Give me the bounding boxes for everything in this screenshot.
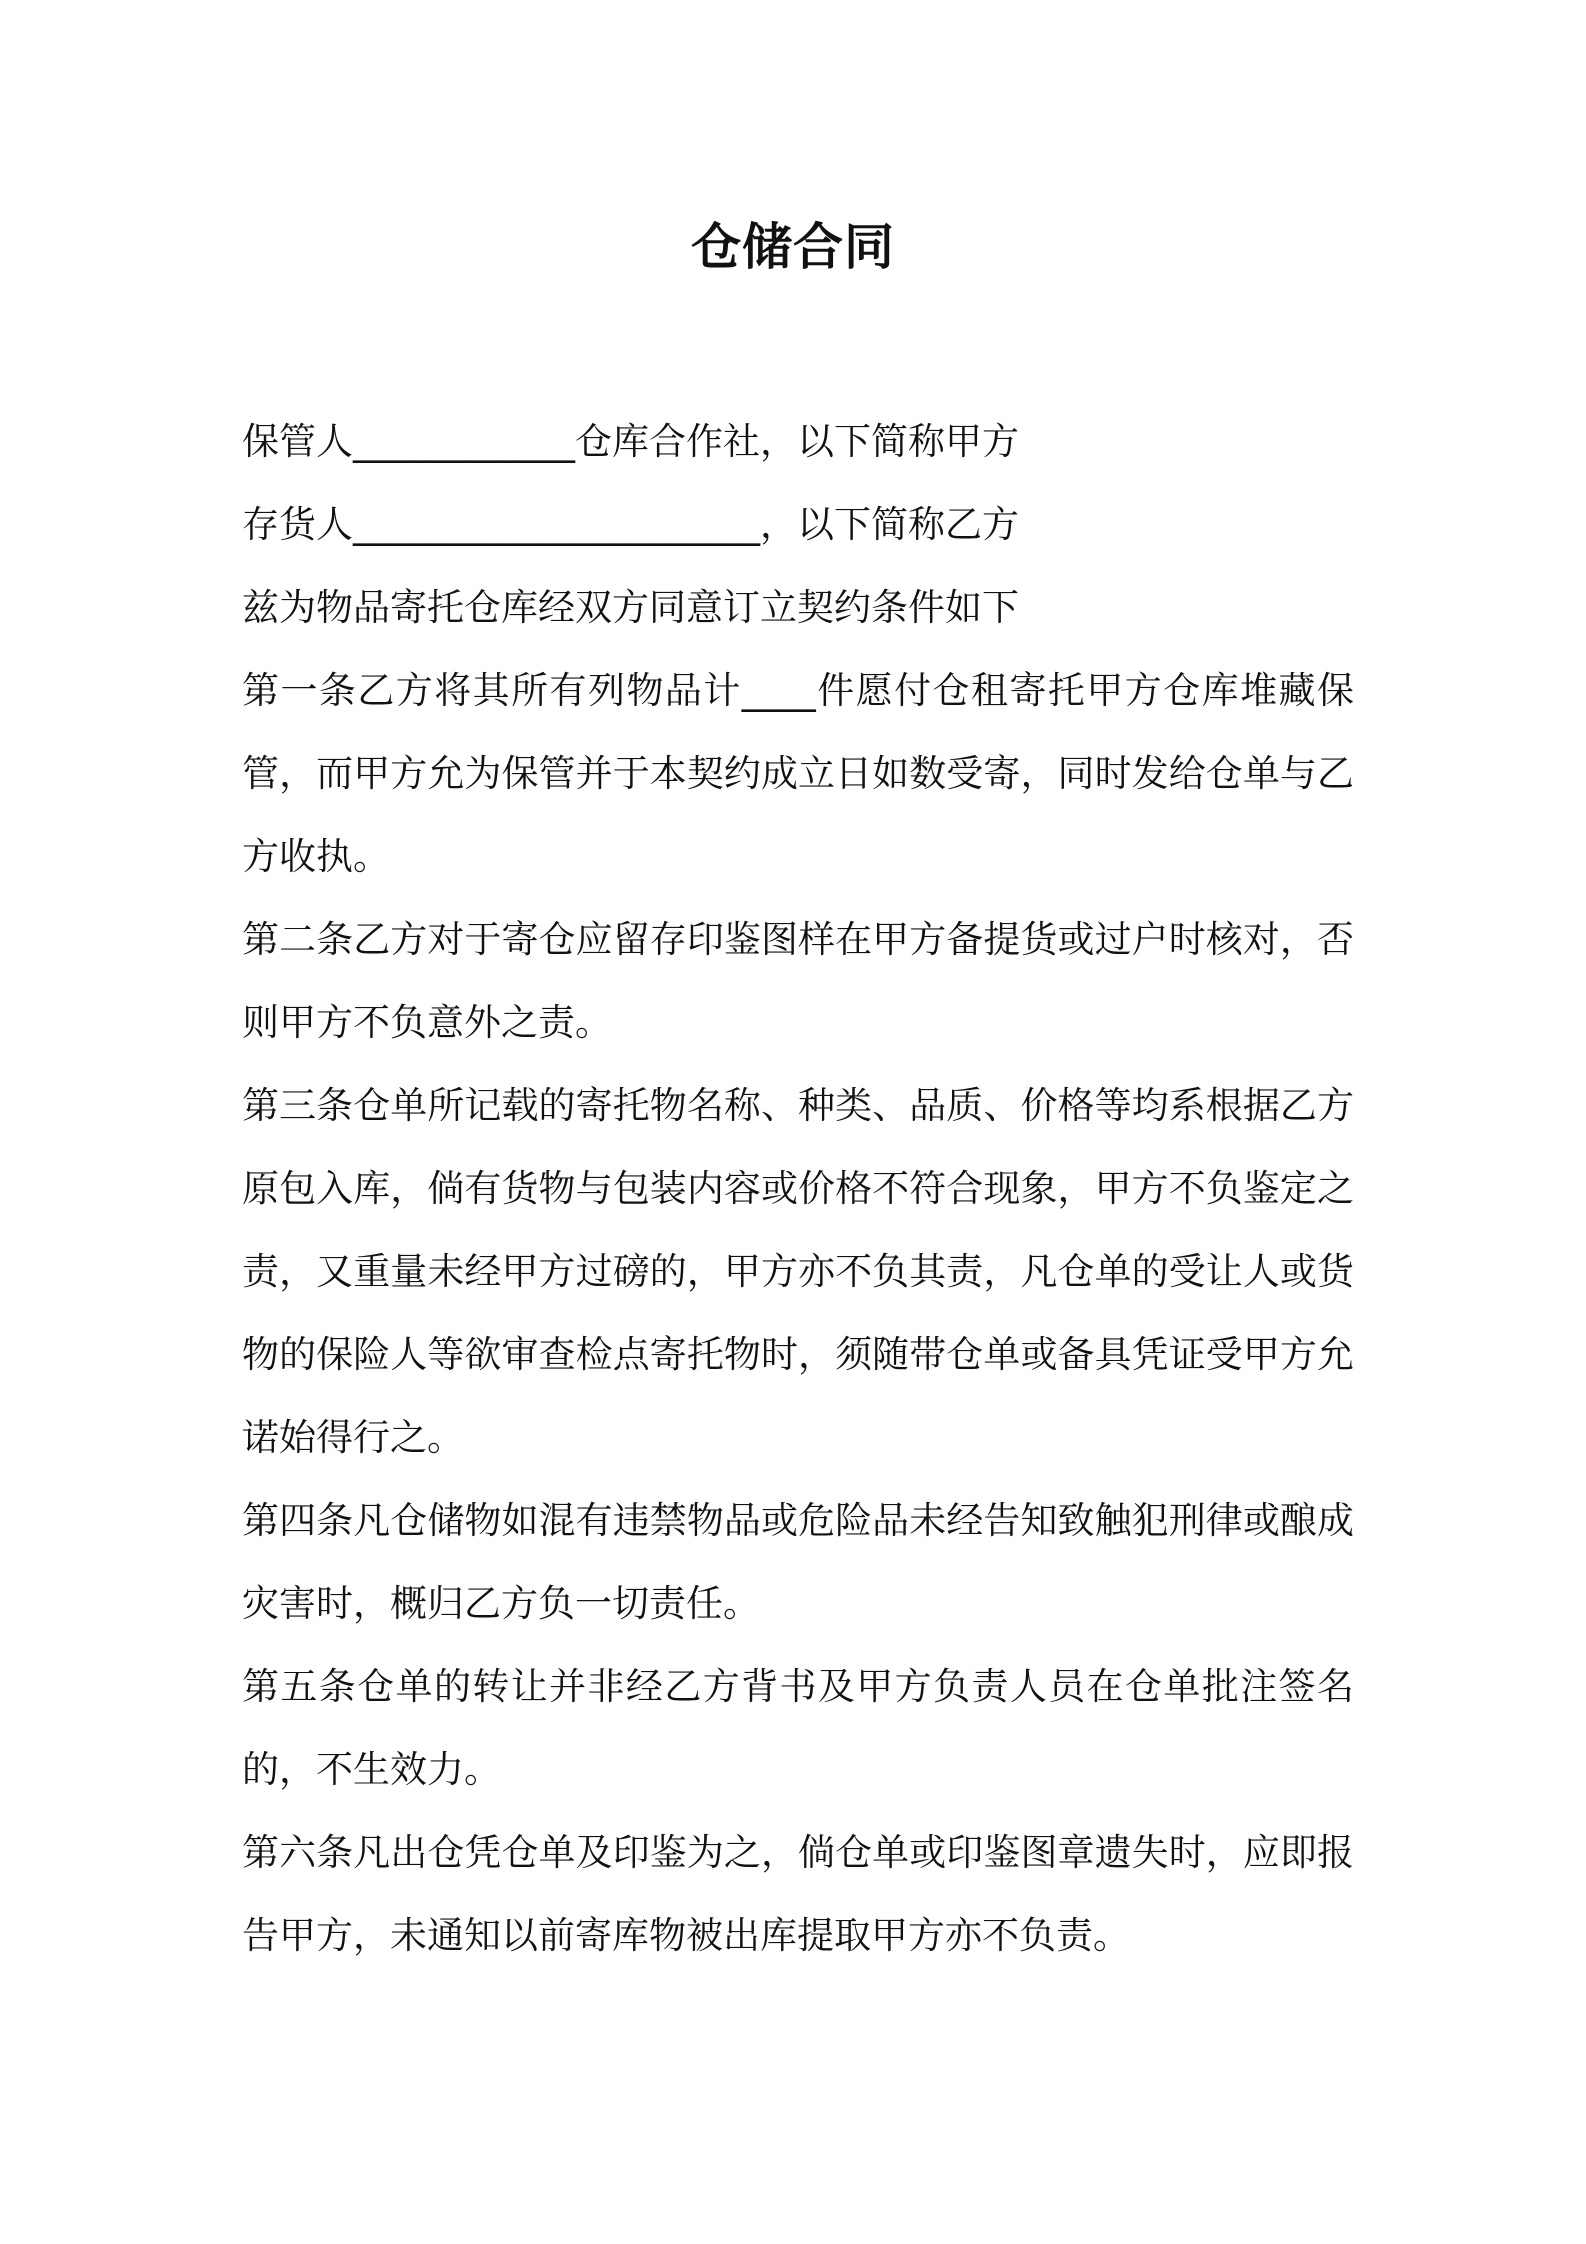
contract-body	[242, 400, 1354, 1977]
depositor-line: 存货人______________________，以下简称乙方	[242, 503, 1019, 546]
article-5: 第五条仓单的转让并非经乙方背书及甲方负责人员在仓单批注签名的，不生效力。	[242, 1665, 1354, 1791]
article-4: 第四条凡仓储物如混有违禁物品或危险品未经告知致触犯刑律或酿成灾害时，概归乙方负一切责任。	[242, 1499, 1354, 1625]
article-6: 第六条凡出仓凭仓单及印鉴为之，倘仓单或印鉴图章遗失时，应即报告甲方，未通知以前寄库物被出库提取甲方亦不负责。	[242, 1831, 1354, 1957]
article-3: 第三条仓单所记载的寄托物名称、种类、品质、价格等均系根据乙方原包入库，倘有货物与包装内容或价格不符合现象，甲方不负鉴定之责，又重量未经甲方过磅的，甲方亦不负其责，凡仓单的受让人或货物的保险人等欲审查检点寄托物时，须随带仓单或备具凭证受甲方允诺始得行之。	[242, 1084, 1354, 1459]
article-2: 第二条乙方对于寄仓应留存印鉴图样在甲方备提货或过户时核对，否则甲方不负意外之责。	[242, 918, 1354, 1044]
custodian-line: 保管人____________仓库合作社，以下简称甲方	[242, 420, 1019, 463]
preamble: 兹为物品寄托仓库经双方同意订立契约条件如下	[242, 586, 1019, 629]
document-title: 仓储合同	[691, 218, 895, 276]
article-1: 第一条乙方将其所有列物品计____件愿付仓租寄托甲方仓库堆藏保管，而甲方允为保管并于本契约成立日如数受寄，同时发给仓单与乙方收执。	[242, 669, 1354, 878]
